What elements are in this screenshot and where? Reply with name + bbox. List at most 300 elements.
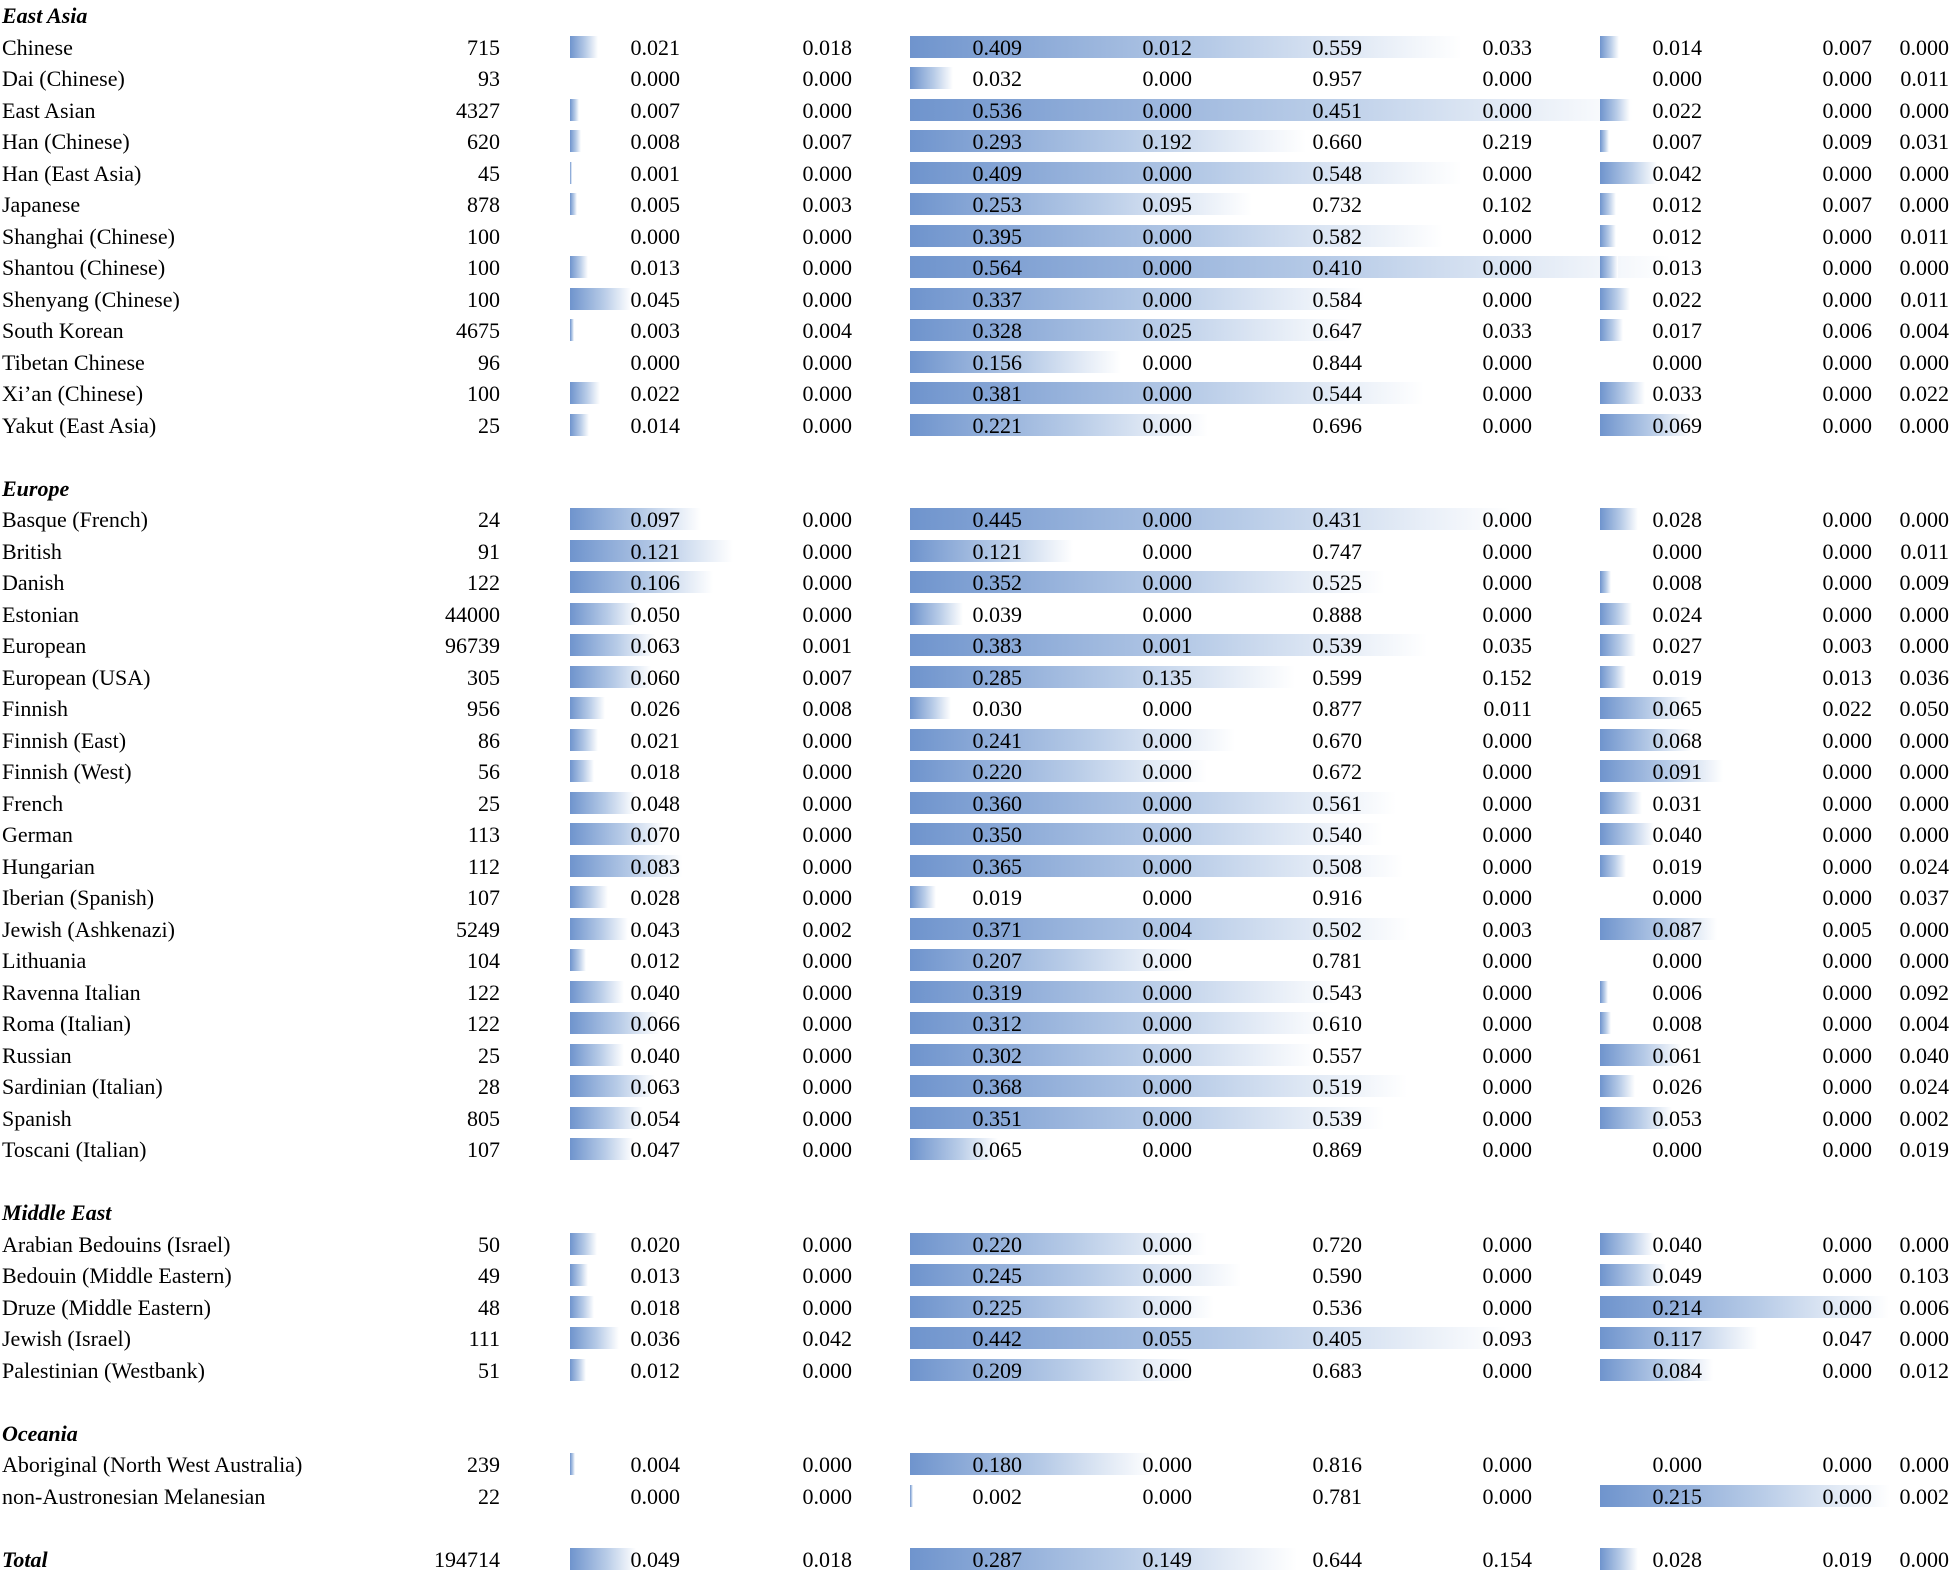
frequency-value bbox=[1092, 1449, 1192, 1480]
table-row bbox=[0, 1355, 1949, 1387]
frequency-number: 0.000 bbox=[1822, 727, 1872, 753]
table-row bbox=[0, 126, 1949, 158]
frequency-number: 0.582 bbox=[1312, 223, 1362, 249]
frequency-value bbox=[1262, 536, 1362, 567]
frequency-value bbox=[1602, 851, 1702, 882]
frequency-number: 0.002 bbox=[1899, 1483, 1949, 1509]
frequency-number: 0.013 bbox=[1822, 664, 1872, 690]
frequency-value bbox=[922, 1134, 1022, 1165]
frequency-value bbox=[1432, 1481, 1532, 1512]
frequency-value bbox=[1262, 1323, 1362, 1354]
frequency-number: 0.000 bbox=[802, 349, 852, 375]
frequency-value bbox=[1432, 599, 1532, 630]
frequency-value bbox=[580, 1008, 680, 1039]
frequency-value bbox=[1092, 410, 1192, 441]
frequency-value bbox=[1602, 536, 1702, 567]
frequency-number: 0.026 bbox=[630, 696, 680, 721]
frequency-number: 0.070 bbox=[630, 822, 680, 847]
sample-size: 100 bbox=[467, 286, 500, 312]
frequency-number: 0.561 bbox=[1312, 790, 1362, 816]
frequency-value bbox=[752, 221, 852, 252]
section-title: East Asia bbox=[2, 3, 88, 28]
frequency-number: 0.000 bbox=[1899, 160, 1949, 186]
frequency-number: 0.451 bbox=[1312, 97, 1362, 123]
frequency-value bbox=[1432, 1449, 1532, 1480]
sample-size: 107 bbox=[467, 885, 500, 910]
frequency-value bbox=[1432, 567, 1532, 598]
population-name: Danish bbox=[2, 570, 65, 595]
section-title: Middle East bbox=[2, 1200, 112, 1225]
frequency-number: 0.000 bbox=[1899, 1231, 1949, 1257]
frequency-number: 0.061 bbox=[1652, 1042, 1702, 1068]
frequency-value bbox=[1262, 284, 1362, 315]
frequency-value bbox=[1092, 63, 1192, 94]
frequency-value bbox=[1432, 189, 1532, 220]
frequency-number: 0.000 bbox=[1482, 948, 1532, 973]
sample-size: 50 bbox=[478, 1231, 500, 1257]
frequency-value bbox=[1602, 1292, 1702, 1323]
population-name: Chinese bbox=[2, 34, 73, 60]
frequency-number: 0.410 bbox=[1312, 255, 1362, 280]
frequency-value bbox=[1602, 945, 1702, 976]
frequency-number: 0.000 bbox=[1482, 1042, 1532, 1068]
population-name: Han (Chinese) bbox=[2, 129, 130, 154]
frequency-value bbox=[1092, 725, 1192, 756]
table-row bbox=[0, 819, 1949, 851]
frequency-value bbox=[1602, 882, 1702, 913]
frequency-number: 0.043 bbox=[630, 916, 680, 942]
frequency-number: 0.039 bbox=[972, 601, 1022, 627]
data-bar bbox=[570, 99, 579, 121]
frequency-number: 0.106 bbox=[630, 570, 680, 595]
frequency-number: 0.000 bbox=[1822, 66, 1872, 91]
frequency-number: 0.000 bbox=[1142, 97, 1192, 123]
frequency-value bbox=[752, 1355, 852, 1386]
frequency-number: 0.065 bbox=[1652, 696, 1702, 721]
frequency-value bbox=[1432, 756, 1532, 787]
frequency-value bbox=[580, 284, 680, 315]
frequency-number: 0.004 bbox=[630, 1452, 680, 1477]
frequency-number: 0.117 bbox=[1653, 1326, 1702, 1351]
frequency-number: 0.000 bbox=[802, 538, 852, 564]
population-name: Finnish (West) bbox=[2, 759, 132, 784]
frequency-value bbox=[1092, 504, 1192, 535]
frequency-number: 0.000 bbox=[802, 601, 852, 627]
frequency-number: 0.024 bbox=[1899, 1074, 1949, 1099]
frequency-number: 0.000 bbox=[1142, 885, 1192, 910]
sample-size: 878 bbox=[467, 192, 500, 217]
frequency-value bbox=[1602, 95, 1702, 126]
frequency-number: 0.000 bbox=[802, 160, 852, 186]
frequency-number: 0.048 bbox=[630, 790, 680, 816]
sample-size: 4327 bbox=[456, 97, 500, 123]
frequency-value bbox=[1092, 756, 1192, 787]
frequency-number: 0.000 bbox=[1482, 759, 1532, 784]
frequency-number: 0.065 bbox=[972, 1137, 1022, 1162]
frequency-value bbox=[1092, 788, 1192, 819]
frequency-number: 0.442 bbox=[972, 1326, 1022, 1351]
table-row bbox=[0, 882, 1949, 914]
frequency-value bbox=[1602, 252, 1702, 283]
frequency-value bbox=[922, 284, 1022, 315]
frequency-number: 0.020 bbox=[630, 1231, 680, 1257]
frequency-value bbox=[922, 126, 1022, 157]
frequency-value bbox=[752, 158, 852, 189]
sample-size: 28 bbox=[478, 1074, 500, 1099]
frequency-number: 0.014 bbox=[1652, 34, 1702, 60]
population-name: European bbox=[2, 633, 87, 658]
frequency-value bbox=[1262, 189, 1362, 220]
frequency-value bbox=[922, 788, 1022, 819]
frequency-number: 0.381 bbox=[972, 381, 1022, 406]
frequency-value bbox=[1602, 977, 1702, 1008]
sample-size: 24 bbox=[478, 507, 500, 532]
frequency-number: 0.040 bbox=[1652, 822, 1702, 847]
frequency-number: 0.000 bbox=[630, 66, 680, 91]
frequency-value bbox=[752, 63, 852, 94]
frequency-value bbox=[922, 756, 1022, 787]
frequency-value bbox=[752, 1134, 852, 1165]
frequency-number: 0.000 bbox=[802, 853, 852, 879]
frequency-number: 0.215 bbox=[1652, 1483, 1702, 1509]
frequency-number: 0.012 bbox=[1652, 192, 1702, 217]
frequency-value bbox=[1602, 630, 1702, 661]
frequency-number: 0.028 bbox=[630, 885, 680, 910]
frequency-number: 0.502 bbox=[1312, 916, 1362, 942]
table-row bbox=[0, 315, 1949, 347]
frequency-number: 0.003 bbox=[1482, 916, 1532, 942]
frequency-number: 0.557 bbox=[1312, 1042, 1362, 1068]
frequency-value bbox=[922, 189, 1022, 220]
frequency-number: 0.042 bbox=[1652, 160, 1702, 186]
population-name: Druze (Middle Eastern) bbox=[2, 1294, 211, 1320]
frequency-value bbox=[580, 1229, 680, 1260]
frequency-number: 0.000 bbox=[802, 97, 852, 123]
frequency-number: 0.000 bbox=[1482, 727, 1532, 753]
frequency-value bbox=[1772, 882, 1872, 913]
frequency-value bbox=[752, 1481, 852, 1512]
frequency-number: 0.008 bbox=[1652, 570, 1702, 595]
frequency-number: 0.000 bbox=[1822, 979, 1872, 1005]
frequency-value bbox=[922, 599, 1022, 630]
frequency-number: 0.000 bbox=[1142, 286, 1192, 312]
frequency-number: 0.543 bbox=[1312, 979, 1362, 1005]
frequency-number: 0.000 bbox=[1142, 948, 1192, 973]
frequency-number: 0.000 bbox=[802, 381, 852, 406]
frequency-value bbox=[1092, 95, 1192, 126]
frequency-number: 0.050 bbox=[1899, 696, 1949, 721]
frequency-value bbox=[1432, 378, 1532, 409]
frequency-number: 0.005 bbox=[1822, 916, 1872, 942]
population-name: Han (East Asia) bbox=[2, 160, 142, 186]
frequency-number: 0.888 bbox=[1312, 601, 1362, 627]
frequency-value bbox=[580, 536, 680, 567]
frequency-value bbox=[580, 977, 680, 1008]
frequency-value bbox=[1262, 315, 1362, 346]
frequency-value bbox=[752, 1103, 852, 1134]
frequency-number: 0.000 bbox=[802, 507, 852, 532]
frequency-value bbox=[1092, 1008, 1192, 1039]
frequency-number: 0.004 bbox=[1899, 1011, 1949, 1036]
table-row bbox=[0, 1481, 1949, 1513]
frequency-number: 0.000 bbox=[802, 885, 852, 910]
frequency-number: 0.006 bbox=[1652, 979, 1702, 1005]
frequency-value bbox=[752, 536, 852, 567]
frequency-value bbox=[1602, 221, 1702, 252]
frequency-value bbox=[580, 95, 680, 126]
sample-size: 122 bbox=[467, 979, 500, 1005]
table-row bbox=[0, 32, 1949, 64]
frequency-value bbox=[1772, 756, 1872, 787]
frequency-value bbox=[580, 126, 680, 157]
frequency-value bbox=[1092, 158, 1192, 189]
sample-size: 56 bbox=[478, 759, 500, 784]
frequency-value bbox=[1092, 1071, 1192, 1102]
population-name: European (USA) bbox=[2, 664, 151, 690]
data-bar bbox=[570, 319, 574, 341]
frequency-value bbox=[922, 252, 1022, 283]
frequency-value bbox=[1092, 1134, 1192, 1165]
frequency-value bbox=[1772, 1071, 1872, 1102]
frequency-number: 0.000 bbox=[1142, 538, 1192, 564]
frequency-value bbox=[1432, 158, 1532, 189]
table-row bbox=[0, 347, 1949, 379]
frequency-number: 0.045 bbox=[630, 286, 680, 312]
frequency-number: 0.000 bbox=[1142, 727, 1192, 753]
population-name: Ravenna Italian bbox=[2, 979, 141, 1005]
frequency-number: 0.350 bbox=[972, 822, 1022, 847]
frequency-value bbox=[1092, 1481, 1192, 1512]
frequency-number: 0.040 bbox=[630, 979, 680, 1005]
frequency-value bbox=[752, 1229, 852, 1260]
frequency-value bbox=[752, 630, 852, 661]
frequency-number: 0.012 bbox=[1899, 1357, 1949, 1383]
frequency-number: 0.000 bbox=[802, 790, 852, 816]
frequency-value bbox=[1772, 914, 1872, 945]
frequency-value bbox=[752, 378, 852, 409]
frequency-number: 0.021 bbox=[630, 727, 680, 753]
frequency-value bbox=[1602, 1260, 1702, 1291]
frequency-value bbox=[1602, 567, 1702, 598]
population-name: Arabian Bedouins (Israel) bbox=[2, 1231, 231, 1257]
frequency-number: 0.022 bbox=[1652, 97, 1702, 123]
frequency-number: 0.000 bbox=[1482, 1294, 1532, 1320]
frequency-number: 0.000 bbox=[802, 255, 852, 280]
frequency-value bbox=[1772, 95, 1872, 126]
frequency-number: 0.047 bbox=[630, 1137, 680, 1162]
table-row bbox=[0, 1449, 1949, 1481]
sample-size: 100 bbox=[467, 255, 500, 280]
section-spacer bbox=[0, 441, 1949, 473]
frequency-number: 0.013 bbox=[1652, 255, 1702, 280]
frequency-value bbox=[922, 32, 1022, 63]
frequency-number: 0.019 bbox=[1652, 853, 1702, 879]
frequency-number: 0.000 bbox=[1482, 255, 1532, 280]
table-row bbox=[0, 63, 1949, 95]
frequency-number: 0.000 bbox=[1822, 1483, 1872, 1509]
table-row bbox=[0, 977, 1949, 1009]
frequency-value bbox=[1092, 599, 1192, 630]
frequency-number: 0.000 bbox=[1899, 97, 1949, 123]
frequency-value bbox=[1602, 1544, 1702, 1575]
frequency-value bbox=[1262, 1071, 1362, 1102]
sample-size: 93 bbox=[478, 66, 500, 91]
frequency-number: 0.000 bbox=[1482, 412, 1532, 438]
frequency-number: 0.049 bbox=[1652, 1263, 1702, 1288]
sample-size: 194714 bbox=[434, 1546, 500, 1572]
table-row bbox=[0, 1071, 1949, 1103]
frequency-value bbox=[752, 1071, 852, 1102]
frequency-value bbox=[580, 851, 680, 882]
population-name: Xi’an (Chinese) bbox=[2, 381, 144, 406]
sample-size: 25 bbox=[478, 1042, 500, 1068]
frequency-number: 0.042 bbox=[802, 1326, 852, 1351]
frequency-number: 0.000 bbox=[1142, 790, 1192, 816]
frequency-number: 0.207 bbox=[972, 948, 1022, 973]
frequency-value bbox=[1092, 882, 1192, 913]
frequency-value bbox=[1772, 662, 1872, 693]
frequency-number: 0.024 bbox=[1899, 853, 1949, 879]
frequency-number: 0.221 bbox=[972, 412, 1022, 438]
sample-size: 100 bbox=[467, 381, 500, 406]
frequency-number: 0.337 bbox=[972, 286, 1022, 312]
frequency-value bbox=[1092, 977, 1192, 1008]
frequency-number: 0.672 bbox=[1312, 759, 1362, 784]
table-row bbox=[0, 693, 1949, 725]
frequency-value bbox=[1432, 63, 1532, 94]
frequency-number: 0.000 bbox=[802, 759, 852, 784]
frequency-number: 0.302 bbox=[972, 1042, 1022, 1068]
sample-size: 22 bbox=[478, 1483, 500, 1509]
frequency-number: 0.097 bbox=[630, 507, 680, 532]
frequency-number: 0.000 bbox=[1822, 1042, 1872, 1068]
population-name: Tibetan Chinese bbox=[2, 349, 145, 375]
frequency-value bbox=[1432, 32, 1532, 63]
frequency-value bbox=[752, 1544, 852, 1575]
frequency-value bbox=[922, 1323, 1022, 1354]
frequency-number: 0.000 bbox=[1822, 507, 1872, 532]
frequency-value bbox=[1262, 378, 1362, 409]
frequency-number: 0.012 bbox=[630, 1357, 680, 1383]
frequency-value bbox=[1432, 1008, 1532, 1039]
frequency-value bbox=[1432, 1071, 1532, 1102]
frequency-value bbox=[580, 662, 680, 693]
frequency-value bbox=[1772, 567, 1872, 598]
frequency-number: 0.055 bbox=[1142, 1326, 1192, 1351]
frequency-number: 0.063 bbox=[630, 633, 680, 658]
frequency-number: 0.007 bbox=[630, 97, 680, 123]
frequency-value bbox=[1262, 347, 1362, 378]
frequency-number: 0.732 bbox=[1312, 192, 1362, 217]
frequency-value bbox=[1262, 567, 1362, 598]
sample-size: 51 bbox=[478, 1357, 500, 1383]
population-name: Hungarian bbox=[2, 853, 95, 879]
frequency-number: 0.019 bbox=[1652, 664, 1702, 690]
frequency-number: 0.000 bbox=[1142, 1105, 1192, 1131]
table-row bbox=[0, 284, 1949, 316]
frequency-value bbox=[752, 945, 852, 976]
frequency-number: 0.033 bbox=[1652, 381, 1702, 406]
frequency-number: 0.000 bbox=[1822, 759, 1872, 784]
frequency-number: 0.000 bbox=[1482, 822, 1532, 847]
frequency-number: 0.054 bbox=[630, 1105, 680, 1131]
frequency-number: 0.000 bbox=[802, 1263, 852, 1288]
frequency-value bbox=[752, 693, 852, 724]
frequency-number: 0.022 bbox=[1822, 696, 1872, 721]
frequency-number: 0.121 bbox=[972, 538, 1022, 564]
frequency-number: 0.037 bbox=[1899, 885, 1949, 910]
frequency-number: 0.002 bbox=[972, 1483, 1022, 1509]
frequency-number: 0.000 bbox=[1822, 790, 1872, 816]
frequency-number: 0.027 bbox=[1652, 633, 1702, 658]
frequency-number: 0.000 bbox=[1822, 538, 1872, 564]
frequency-number: 0.000 bbox=[1482, 97, 1532, 123]
frequency-value bbox=[922, 315, 1022, 346]
frequency-value bbox=[752, 788, 852, 819]
frequency-value bbox=[922, 158, 1022, 189]
frequency-number: 0.548 bbox=[1312, 160, 1362, 186]
frequency-value bbox=[1602, 1134, 1702, 1165]
frequency-value bbox=[1602, 756, 1702, 787]
frequency-number: 0.409 bbox=[972, 160, 1022, 186]
frequency-number: 0.000 bbox=[1822, 1137, 1872, 1162]
sample-size: 239 bbox=[467, 1452, 500, 1477]
frequency-value bbox=[1772, 1040, 1872, 1071]
frequency-value bbox=[1432, 819, 1532, 850]
frequency-value bbox=[1772, 945, 1872, 976]
frequency-number: 0.053 bbox=[1652, 1105, 1702, 1131]
frequency-value bbox=[1772, 788, 1872, 819]
frequency-value bbox=[752, 882, 852, 913]
population-name: Dai (Chinese) bbox=[2, 66, 125, 91]
frequency-number: 0.000 bbox=[1482, 1452, 1532, 1477]
frequency-value bbox=[580, 1449, 680, 1480]
frequency-number: 0.069 bbox=[1652, 412, 1702, 438]
frequency-number: 0.000 bbox=[1482, 979, 1532, 1005]
frequency-value bbox=[922, 725, 1022, 756]
frequency-number: 0.660 bbox=[1312, 129, 1362, 154]
sample-size: 805 bbox=[467, 1105, 500, 1131]
frequency-number: 0.087 bbox=[1652, 916, 1702, 942]
frequency-value bbox=[1262, 662, 1362, 693]
frequency-number: 0.000 bbox=[802, 1105, 852, 1131]
frequency-number: 0.000 bbox=[1482, 286, 1532, 312]
frequency-number: 0.011 bbox=[1900, 286, 1949, 312]
frequency-value bbox=[580, 882, 680, 913]
frequency-value bbox=[1772, 851, 1872, 882]
frequency-value bbox=[1432, 1134, 1532, 1165]
frequency-value bbox=[752, 599, 852, 630]
frequency-value bbox=[1262, 1292, 1362, 1323]
frequency-number: 0.000 bbox=[1482, 1357, 1532, 1383]
population-name: Estonian bbox=[2, 601, 79, 627]
frequency-number: 0.004 bbox=[1899, 318, 1949, 343]
frequency-value bbox=[580, 504, 680, 535]
frequency-number: 0.013 bbox=[630, 255, 680, 280]
frequency-value bbox=[922, 347, 1022, 378]
sample-size: 96739 bbox=[445, 633, 500, 658]
frequency-number: 0.008 bbox=[1652, 1011, 1702, 1036]
frequency-number: 0.285 bbox=[972, 664, 1022, 690]
frequency-number: 0.312 bbox=[972, 1011, 1022, 1036]
frequency-number: 0.014 bbox=[630, 412, 680, 438]
frequency-value bbox=[1602, 788, 1702, 819]
frequency-number: 0.000 bbox=[1142, 1294, 1192, 1320]
frequency-number: 0.000 bbox=[1142, 1452, 1192, 1477]
frequency-value bbox=[1092, 347, 1192, 378]
frequency-number: 0.018 bbox=[630, 759, 680, 784]
frequency-value bbox=[1432, 347, 1532, 378]
